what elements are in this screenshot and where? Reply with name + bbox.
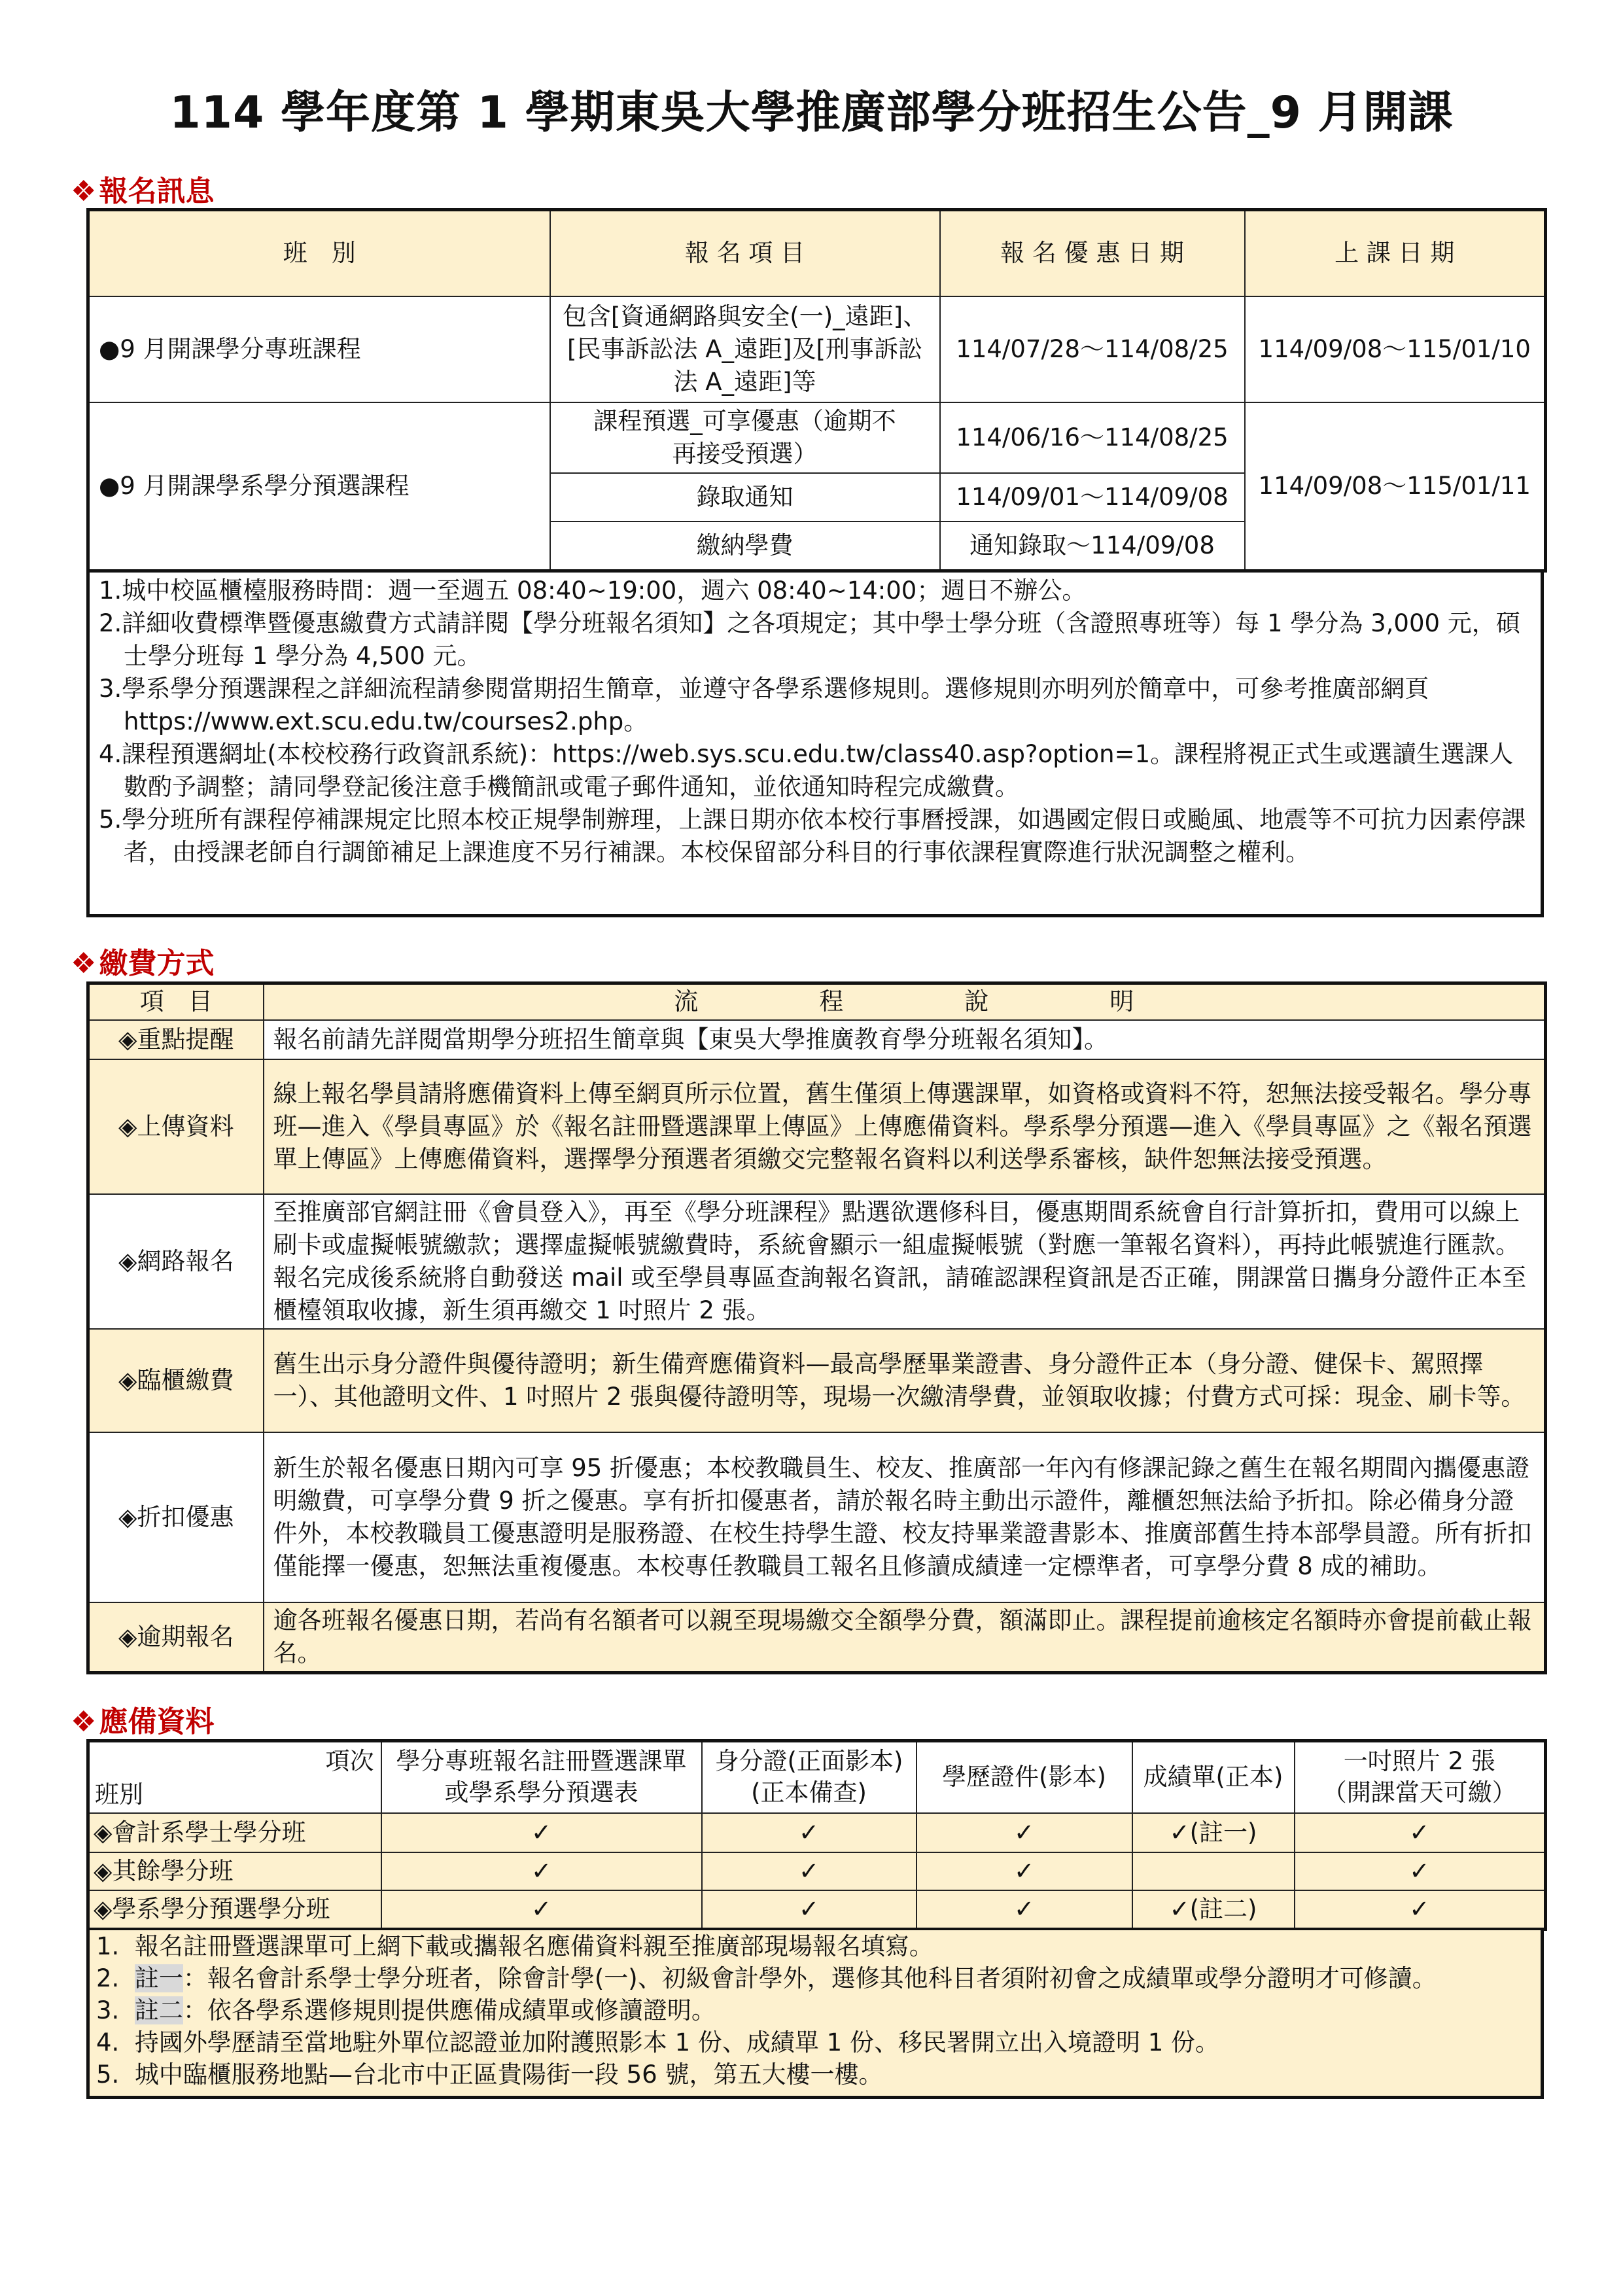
check-cell: ✓ xyxy=(1295,1890,1546,1930)
registration-notes xyxy=(86,572,1544,917)
payment-item-label: ◈上傳資料 xyxy=(88,1059,264,1194)
page-title: 114 學年度第 1 學期東吳大學推廣部學分班招生公告_9 月開課 xyxy=(169,87,1454,139)
check-cell: ✓ xyxy=(702,1852,916,1890)
note-highlight: 註一 xyxy=(134,1964,183,1992)
documents-notes xyxy=(86,1930,1544,2099)
header-class-date: 上 課 日 期 xyxy=(1245,210,1546,296)
note-item: 4.課程預選網址(本校校務行政資訊系統)：https://web.sys.scu.edu.tw/class40.asp?option=1。課程將視正式生或選讀生選課人數酌予調整；請同學登記後注意手機簡訊或電子郵件通知，並依通知時程完成繳費。 xyxy=(99,740,1514,801)
payment-item-desc: 至推廣部官網註冊《會員登入》，再至《學分班課程》點選欲選修科目，優惠期間系統會自行計算折扣，費用可以線上刷卡或虛擬帳號繳款；選擇虛擬帳號繳費時，系統會顯示一組虛擬帳號（對應一筆報名資料），再持此帳號進行匯款。報名完成後系統將自動發送 mail 或至學員專區查詢報名資訊，請確認課程資訊是否正確，開課當日攜身分證件正本至櫃檯領取收據，新生須再繳交 1 吋照片 2 張。 xyxy=(264,1194,1546,1329)
payment-item-desc: 線上報名學員請將應備資料上傳至網頁所示位置，舊生僅須上傳選課單，如資格或資料不符，恕無法接受報名。學分專班—進入《學員專區》於《報名註冊暨選課單上傳區》上傳應備資料。學系學分預選—進入《學員專區》之《報名預選單上傳區》上傳應備資料，選擇學分預選者須繳交完整報名資料以利送學系審核，缺件恕無法接受預選。 xyxy=(264,1059,1546,1194)
diamond-icon: ❖ xyxy=(71,947,97,980)
corner-bottom-label: 班別 xyxy=(95,1780,143,1809)
check-cell: ✓ xyxy=(381,1852,702,1890)
payment-table xyxy=(86,981,1547,1674)
note-item: 1. 報名註冊暨選課單可上網下載或攜報名應備資料親至推廣部現場報名填寫。 xyxy=(96,1932,934,1960)
check-cell: ✓ xyxy=(381,1813,702,1852)
header-discount-date: 報 名 優 惠 日 期 xyxy=(940,210,1245,296)
table-row xyxy=(88,296,1546,402)
payment-item-label: ◈逾期報名 xyxy=(88,1602,264,1673)
header-id: 身分證(正面影本) (正本備查) xyxy=(702,1741,916,1813)
table-row xyxy=(88,1329,1546,1432)
table-row xyxy=(88,1432,1546,1602)
payment-item-desc: 新生於報名優惠日期內可享 95 折優惠；本校教職員生、校友、推廣部一年內有修課記錄之舊生在報名期間內攜優惠證明繳費，可享學分費 9 折之優惠。享有折扣優惠者，請於報名時主動出示證件，離櫃恕無法給予折扣。除必備身分證件外，本校教職員工優惠證明是服務證、在校生持學生證、校友持畢業證書影本、推廣部舊生持本部學員證。所有折扣僅能擇一優惠，恕無法重複優惠。本校專任教職員工報名且修讀成績達一定標準者，可享學分費 8 成的補助。 xyxy=(264,1432,1546,1602)
section-heading-registration: ❖報名訊息 xyxy=(71,175,215,208)
header-description: 流 程 說 明 xyxy=(264,983,1546,1020)
check-cell xyxy=(1132,1852,1295,1890)
check-cell: ✓ xyxy=(916,1890,1132,1930)
discount-date: 114/09/01～114/09/08 xyxy=(940,473,1245,521)
class-date: 114/09/08～115/01/10 xyxy=(1245,296,1546,402)
registration-item: 包含[資通網路與安全(一)_遠距]、[民事訴訟法 A_遠距]及[刑事訴訟法 A_遠距]等 xyxy=(550,296,940,402)
table-row xyxy=(88,1602,1546,1673)
header-item: 報 名 項 目 xyxy=(550,210,940,296)
table-row xyxy=(88,1813,1546,1852)
doc-row-label: ◈會計系學士學分班 xyxy=(88,1813,381,1852)
note-highlight: 註二 xyxy=(134,1996,183,2024)
table-row xyxy=(88,1852,1546,1890)
discount-date: 114/06/16～114/08/25 xyxy=(940,402,1245,473)
check-cell: ✓ xyxy=(381,1890,702,1930)
registration-item: 繳納學費 xyxy=(550,521,940,571)
note-item: 1.城中校區櫃檯服務時間：週一至週五 08:40~19:00，週六 08:40~14:00；週日不辦公。 xyxy=(99,576,1087,605)
documents-table xyxy=(86,1739,1547,1931)
doc-row-label: ◈學系學分預選學分班 xyxy=(88,1890,381,1930)
note-item: 2. 註一：報名會計系學士學分班者，除會計學(一)、初級會計學外，選修其他科目者須附初會之成績單或學分證明才可修讀。 xyxy=(96,1964,1437,1992)
check-cell: ✓ xyxy=(1295,1813,1546,1852)
payment-item-label: ◈重點提醒 xyxy=(88,1020,264,1059)
table-row xyxy=(88,1194,1546,1329)
payment-item-label: ◈網路報名 xyxy=(88,1194,264,1329)
table-row xyxy=(88,1890,1546,1930)
payment-item-desc: 逾各班報名優惠日期，若尚有名額者可以親至現場繳交全額學分費，額滿即止。課程提前逾核定名額時亦會提前截止報名。 xyxy=(264,1602,1546,1673)
header-item: 項 目 xyxy=(88,983,264,1020)
check-cell: ✓ xyxy=(916,1813,1132,1852)
check-cell: ✓ xyxy=(1295,1852,1546,1890)
registration-item: 課程預選_可享優惠（逾期不再接受預選） xyxy=(550,402,940,473)
diamond-icon: ❖ xyxy=(71,1705,97,1739)
table-row xyxy=(88,1020,1546,1059)
header-transcript: 成績單(正本) xyxy=(1132,1741,1295,1813)
registration-table xyxy=(86,208,1547,573)
class-name: ●9 月開課學分專班課程 xyxy=(88,296,550,402)
header-form: 學分專班報名註冊暨選課單 或學系學分預選表 xyxy=(381,1741,702,1813)
payment-item-label: ◈折扣優惠 xyxy=(88,1432,264,1602)
note-item: 4. 持國外學歷請至當地駐外單位認證並加附護照影本 1 份、成績單 1 份、移民署開立出入境證明 1 份。 xyxy=(96,2028,1220,2057)
class-date: 114/09/08～115/01/11 xyxy=(1245,402,1546,571)
note-item: 5.學分班所有課程停補課規定比照本校正規學制辦理，上課日期亦依本校行事曆授課，如遇國定假日或颱風、地震等不可抗力因素停課者，由授課老師自行調節補足上課進度不另行補課。本校保留部分科目的行事依課程實際進行狀況調整之權利。 xyxy=(99,805,1526,866)
note-item: 2.詳細收費標準暨優惠繳費方式請詳閱【學分班報名須知】之各項規定；其中學士學分班（含證照專班等）每 1 學分為 3,000 元，碩士學分班每 1 學分為 4,500 元。 xyxy=(99,609,1520,670)
payment-item-desc: 報名前請先詳閱當期學分班招生簡章與【東吳大學推廣教育學分班報名須知】。 xyxy=(264,1020,1546,1059)
table-row xyxy=(88,402,1546,473)
note-item: 3. 註二：依各學系選修規則提供應備成績單或修讀證明。 xyxy=(96,1996,716,2024)
registration-item: 錄取通知 xyxy=(550,473,940,521)
header-class: 班 別 xyxy=(88,210,550,296)
section-heading-documents: ❖應備資料 xyxy=(71,1705,215,1739)
header-diploma: 學歷證件(影本) xyxy=(916,1741,1132,1813)
check-cell: ✓(註二) xyxy=(1132,1890,1295,1930)
header-photo: 一吋照片 2 張 （開課當天可繳） xyxy=(1295,1741,1546,1813)
doc-row-label: ◈其餘學分班 xyxy=(88,1852,381,1890)
table-row xyxy=(88,1059,1546,1194)
check-cell: ✓ xyxy=(702,1890,916,1930)
note-item: 5. 城中臨櫃服務地點—台北市中正區貴陽街一段 56 號，第五大樓一樓。 xyxy=(96,2060,883,2089)
check-cell: ✓(註一) xyxy=(1132,1813,1295,1852)
check-cell: ✓ xyxy=(702,1813,916,1852)
payment-item-label: ◈臨櫃繳費 xyxy=(88,1329,264,1432)
note-item: 3.學系學分預選課程之詳細流程請參閱當期招生簡章，並遵守各學系選修規則。選修規則亦明列於簡章中，可參考推廣部網頁 https://www.ext.scu.edu.tw/courses2.php。 xyxy=(99,675,1429,735)
corner-top-label: 項次 xyxy=(325,1747,374,1775)
corner-cell xyxy=(88,1741,381,1813)
discount-date: 通知錄取～114/09/08 xyxy=(940,521,1245,571)
diamond-icon: ❖ xyxy=(71,175,97,208)
payment-item-desc: 舊生出示身分證件與優待證明；新生備齊應備資料—最高學歷畢業證書、身分證件正本（身分證、健保卡、駕照擇一）、其他證明文件、1 吋照片 2 張與優待證明等，現場一次繳清學費，並領取收據；付費方式可採：現金、刷卡等。 xyxy=(264,1329,1546,1432)
discount-date: 114/07/28～114/08/25 xyxy=(940,296,1245,402)
section-heading-payment: ❖繳費方式 xyxy=(71,947,215,980)
class-name: ●9 月開課學系學分預選課程 xyxy=(88,402,550,571)
check-cell: ✓ xyxy=(916,1852,1132,1890)
